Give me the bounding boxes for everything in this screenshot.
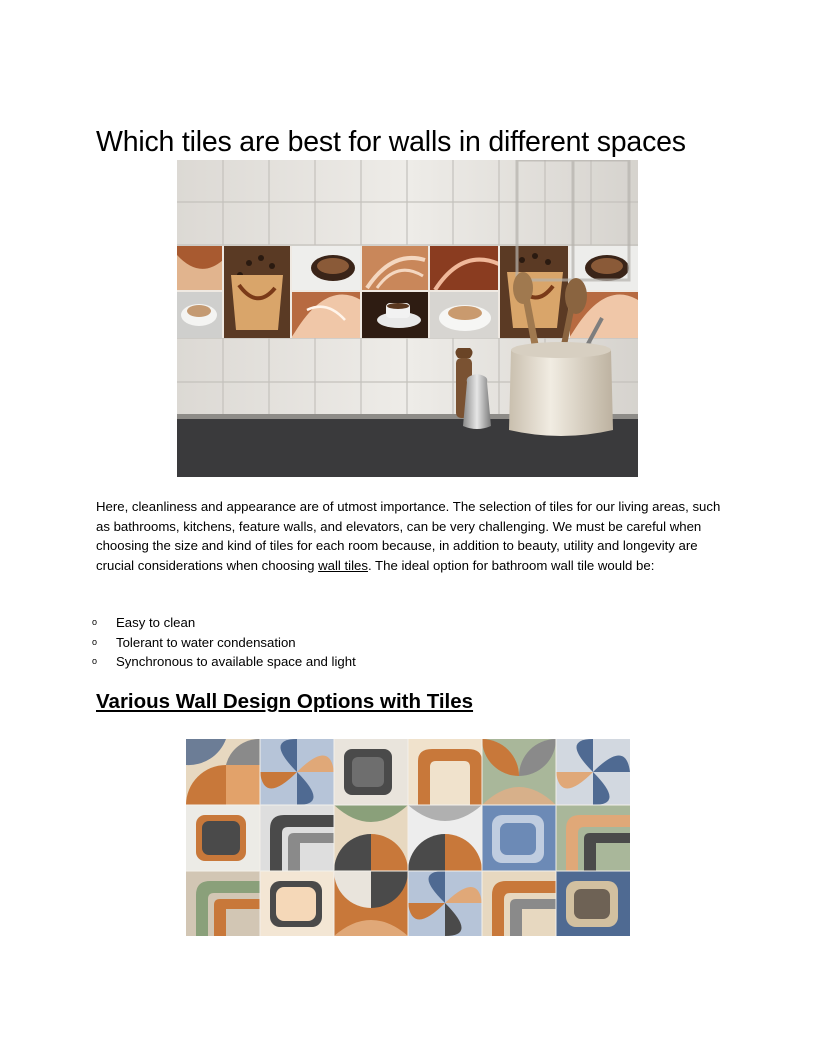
page-title: Which tiles are best for walls in different spaces (96, 126, 686, 159)
paragraph-text-before-link: Here, cleanliness and appearance are of utmost importance. The selection of tiles for our living areas, such as bathrooms, kitchens, feature walls, and elevators, can be very challenging. We must be careful when choosing the size and kind of tiles for each room because, in addition to beauty, utility and longevity are crucial considerations when choosing (96, 499, 721, 573)
section-heading: Various Wall Design Options with Tiles (96, 690, 474, 713)
patterned-wall-tiles-image (186, 739, 630, 936)
list-item-text: Easy to clean (116, 615, 196, 630)
list-item (90, 652, 356, 672)
kitchen-wall-tiles-image (177, 160, 638, 477)
bullet-marker: o (92, 656, 98, 666)
paragraph-text-after-link: . The ideal option for bathroom wall tile would be: (367, 557, 655, 573)
wall-tiles-link[interactable]: wall tiles (318, 557, 368, 573)
list-item-text: Tolerant to water condensation (116, 634, 296, 650)
bullet-marker: o (92, 636, 98, 647)
list-item-text: Synchronous to available space and light (116, 654, 356, 669)
bullet-marker: o (92, 617, 98, 627)
intro-paragraph (96, 497, 726, 575)
bathroom-tile-criteria-list (90, 613, 356, 672)
list-item (90, 613, 356, 633)
list-item (90, 633, 356, 653)
